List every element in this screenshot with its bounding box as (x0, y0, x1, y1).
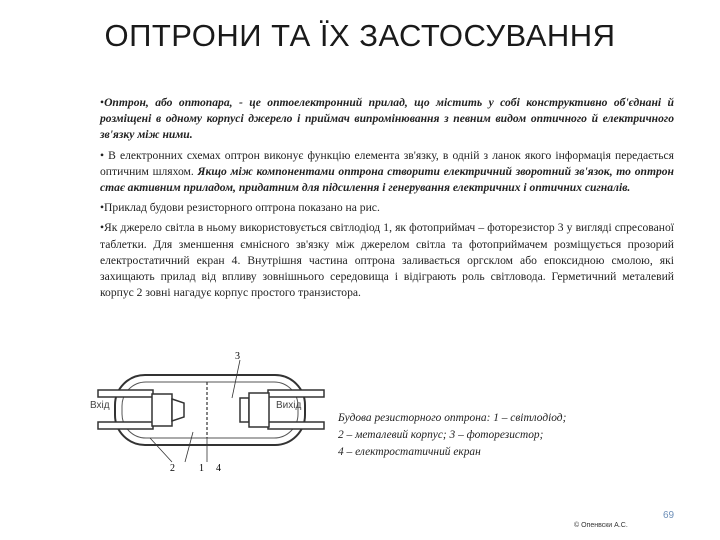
term-optron: Оптрон, або оптопара (104, 96, 230, 109)
optron-diagram (90, 350, 340, 475)
output-label: Вихід (276, 400, 302, 411)
label-1: 1 (199, 463, 204, 474)
caption-line-1: Будова резисторного оптрона: 1 – світлодіод; (338, 412, 567, 424)
input-label: Вхід (90, 400, 110, 411)
output-lead-bottom (268, 422, 324, 429)
paragraph-function (100, 148, 674, 197)
figure-caption (338, 410, 668, 461)
photoresistor (240, 398, 249, 422)
led-lens (172, 399, 184, 421)
paragraph-definition (100, 95, 674, 144)
output-lead-top (268, 390, 324, 397)
paragraph-construction: •Як джерело світла в ньому використовується світлодіод 1, як фотоприймач – фоторезистор 3 у вигляді спресованої таблетки. Для зменшення ємнісного зв'язку між джерелом світла та фотоприймачем розміщується прозорий електростатичний екран 4. Внутрішня частина оптрона заливається оргсклом або епоксидною смолою, які захищають прилад від впливу зовнішнього середовища і відіграють роль світловода. Герметичний металевий корпус 2 зовні нагадує корпус простого транзистора. (100, 221, 674, 300)
photoresistor-holder (249, 393, 269, 427)
input-lead-bottom (98, 422, 153, 429)
author-credit: © Опенвски А.С. (574, 522, 628, 529)
input-lead-top (98, 390, 153, 397)
feedback-text: Якщо між компонентами оптрона створити електричний зворотний зв'язок, то оптрон стає активним приладом, придатним для підсилення і генерування електричних і оптичних сигналів. (100, 164, 674, 195)
led-body (152, 394, 172, 426)
page-title: ОПТРОНИ ТА ЇХ ЗАСТОСУВАННЯ (104, 18, 616, 53)
definition-text: , - це оптоелектронний прилад, що містить у собі конструктивно об'єднані й розміщені в одному корпусі джерело і приймач випромінювання з певним видом оптичного й електричного зв'язку між ними. (100, 96, 674, 142)
label-4: 4 (216, 463, 221, 474)
label-2: 2 (170, 463, 175, 474)
label-3: 3 (235, 351, 240, 362)
function-text: • В електронних схемах оптрон виконує функцію елемента зв'язку, в одній з ланок якого інформація передається оптичним шляхом. (100, 148, 674, 178)
body-text (100, 95, 674, 305)
page-number: 69 (663, 510, 675, 521)
caption-line-3: 4 – електростатичний екран (338, 446, 481, 458)
paragraph-example: •Приклад будови резисторного оптрона показано на рис. (100, 201, 380, 215)
bullet: • (100, 96, 105, 109)
caption-line-2: 2 – металевий корпус; 3 – фоторезистор; (338, 429, 544, 441)
